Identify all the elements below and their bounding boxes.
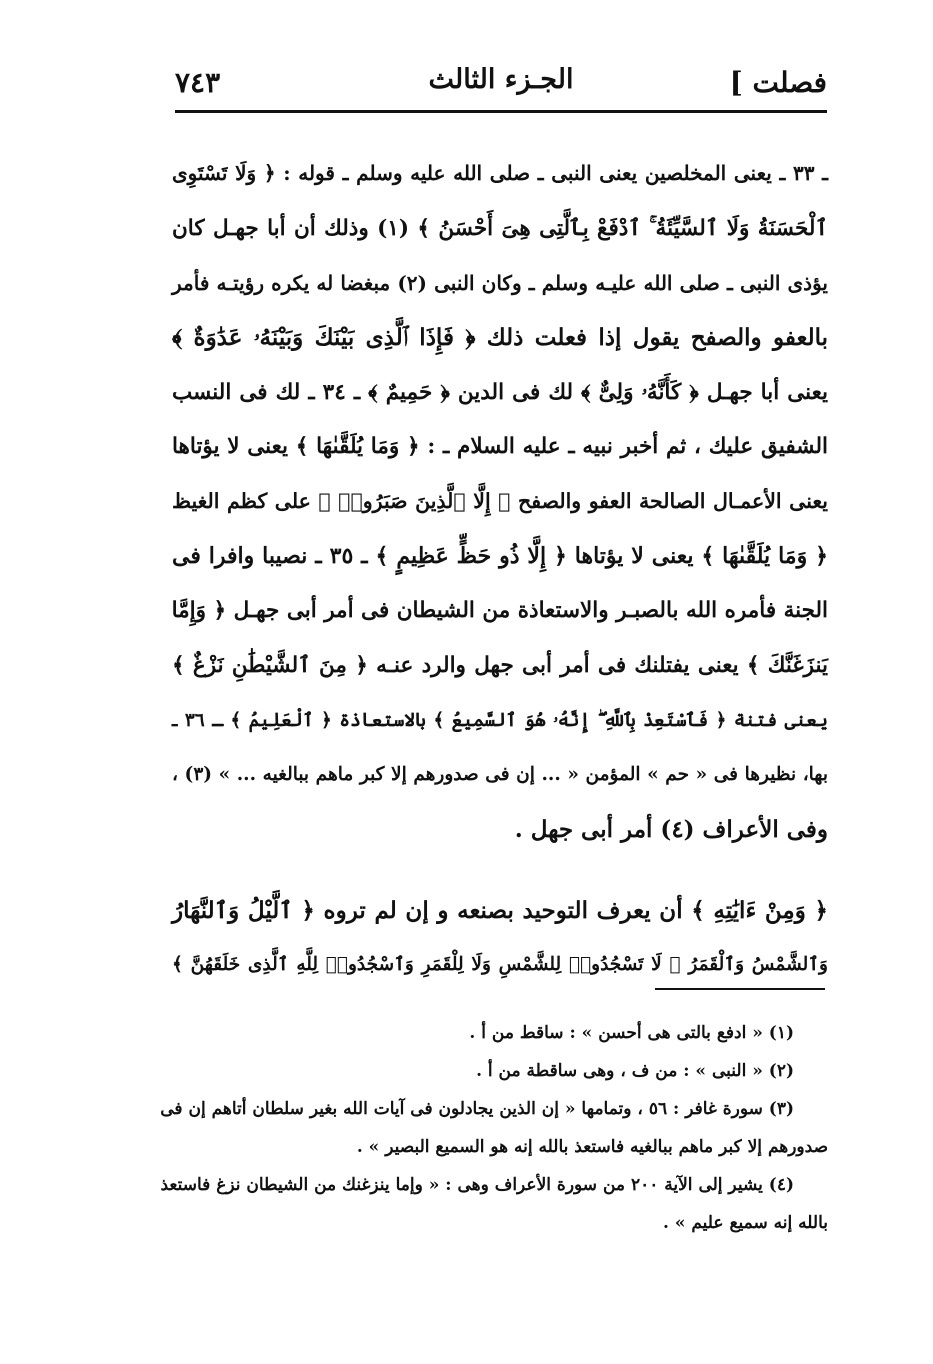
text-line: يعنى الأعمـال الصالحة العفو والصفح ﴿ إِلَّا ٱلَّذِينَ صَبَرُوا۟ ﴾ على كظم الغيظ (172, 489, 828, 514)
text-line: بها، نظيرها فى « حم » المؤمن « ... إن فى صدورهم إلا كبر ماهم ببالغيه ... » (٣) ، (172, 764, 828, 786)
text-line: وفى الأعراف (٤) أمر أبى جهل . (514, 816, 828, 844)
footnote-continuation: بالله إنه سميع عليم » . (662, 1213, 828, 1233)
page-number: ٧٤٣ (175, 66, 221, 99)
footnote-rule (655, 988, 825, 990)
footnote: (٤) يشير إلى الآية ٢٠٠ من سورة الأعراف وهى : « وإما ينزغنك من الشيطان نزغ فاستعذ (160, 1175, 794, 1195)
text-line: يؤذى النبى ـ صلى الله عليـه وسلم ـ وكان النبى (٢) مبغضا له يكره رؤيتـه فأمر (172, 270, 828, 295)
text-line: ـ ٣٣ ـ يعنى المخلصين يعنى النبى ـ صلى الله عليه وسلم ـ قوله : ﴿ وَلَا تَسْتَوِى (172, 161, 829, 186)
text-line: وَٱلشَّمْسُ وَٱلْقَمَرُ ۚ لَا تَسْجُدُوا۟ لِلشَّمْسِ وَلَا لِلْقَمَرِ وَٱسْجُدُوا۟ لِلَّهِ ٱلَّذِى خَلَقَهُنَّ ﴾ (172, 954, 828, 976)
text-line: الجنة فأمره الله بالصبـر والاستعاذة من الشيطان فى أمر أبى جهـل ﴿ وَإِمَّا (171, 598, 828, 624)
chapter-title: فصلت ] (729, 66, 827, 99)
text-line: يَنزَغَنَّكَ ﴾ يعنى يفتلنك فى أمر أبى جهل والرد عنـه ﴿ مِنَ ٱلشَّيْطَٰنِ نَزْغٌ ﴾ (172, 653, 828, 679)
footnote: (٣) سورة غافر : ٥٦ ، وتمامها « إن الذين يجادلون فى آيات الله بغير سلطان أتاهم إن فى (160, 1099, 794, 1119)
text-line: يعنى أبا جهـل ﴿ كَأَنَّهُۥ وَلِىٌّ ﴾ لك فى الدين ﴿ حَمِيمٌ ﴾ ـ ٣٤ ـ لك فى النسب (172, 379, 828, 405)
page-header (175, 58, 827, 108)
text-line: يعنى فتنة ﴿ فَٱسْتَعِذْ بِٱللَّهِ ۖ إِنَّهُۥ هُوَ ٱلسَّمِيعُ ﴾ بالاستعاذة ﴿ ٱلْعَلِيمُ ﴾ ـ ٣٦ ـ (172, 709, 828, 731)
text-line: ﴿ وَمِنْ ءَايَٰتِهِ ﴾ أن يعرف التوحيد بصنعه و إن لم تروه ﴿ ٱلَّيْلُ وَٱلنَّهَارُ (172, 896, 828, 924)
footnote: (١) « ادفع بالتى هى أحسن » : ساقط من أ . (469, 1023, 794, 1043)
footnote-continuation: صدورهم إلا كبر ماهم ببالغيه فاستعذ بالله إنه هو السميع البصير » . (356, 1137, 828, 1157)
footnote: (٢) « النبى » : من ف ، وهى ساقطة من أ . (476, 1061, 794, 1081)
text-line: ٱلْحَسَنَةُ وَلَا ٱلسَّيِّئَةُ ۚ ٱدْفَعْ بِٱلَّتِى هِىَ أَحْسَنُ ﴾ (١) وذلك أن أبا جهـل كان (172, 215, 828, 241)
header-rule (175, 110, 827, 113)
part-title: الجـزء الثالث (428, 64, 574, 95)
text-line: الشفيق عليك ، ثم أخبر نبيه ـ عليه السلام ـ : ﴿ وَمَا يُلَقَّىٰهَا ﴾ يعنى لا يؤتاها (172, 434, 828, 460)
text-line: بالعفو والصفح يقول إذا فعلت ذلك ﴿ فَإِذَا ٱلَّذِى بَيْنَكَ وَبَيْنَهُۥ عَدَٰوَةٌ ﴾ (172, 323, 828, 351)
text-line: ﴿ وَمَا يُلَقَّىٰهَا ﴾ يعنى لا يؤتاها ﴿ إِلَّا ذُو حَظٍّ عَظِيمٍ ﴾ ـ ٣٥ ـ نصيبا وافرا فى (172, 543, 829, 570)
main-text (172, 146, 828, 992)
footnotes (160, 1014, 828, 1242)
